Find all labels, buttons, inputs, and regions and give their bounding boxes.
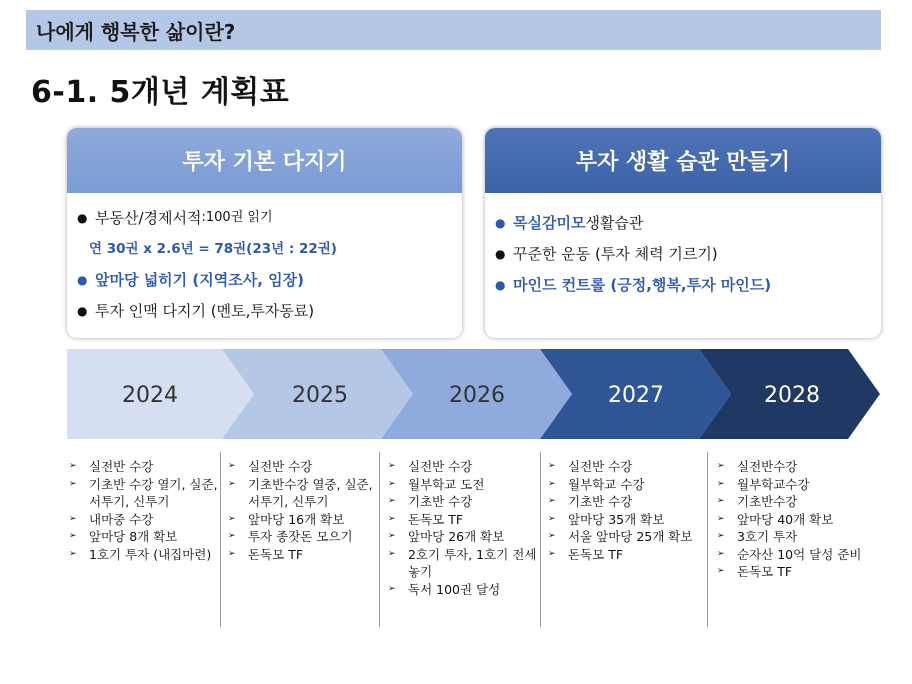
bullet-icon: ●: [495, 215, 506, 230]
list-item: ➢ 서울 앞마당 25개 확보: [548, 529, 693, 544]
arrow-bullet-icon: ➢: [548, 548, 556, 559]
divider: [379, 452, 380, 627]
list-item: ➢ 독서 100권 달성: [388, 581, 501, 597]
bullet-icon: ●: [77, 210, 88, 225]
list-item: ➢ 기초반수강: [717, 494, 798, 509]
rich-habits-title: 부자 생활 습관 만들기: [485, 128, 881, 193]
area-goal: ● 앞마당 넓히기 (지역조사, 임장): [77, 270, 304, 289]
plan-2027: [548, 458, 708, 563]
list-item: ➢ 실전반수강: [717, 459, 798, 474]
network-goal: ● 투자 인맥 다지기 (멘토,투자동료): [77, 301, 315, 320]
arrow-bullet-icon: ➢: [388, 583, 396, 594]
arrow-bullet-icon: ➢: [717, 461, 725, 471]
year-2024: 2024: [122, 383, 178, 408]
basic-investment-title: 투자 기본 다지기: [67, 128, 462, 193]
arrow-bullet-icon: ➢: [388, 531, 396, 541]
arrow-bullet-icon: ➢: [388, 548, 396, 559]
list-item: ➢ 2호기 투자, 1호기 전세놓기: [388, 546, 537, 579]
year-2025: 2025: [292, 383, 348, 408]
bullet-icon: ●: [495, 277, 506, 292]
arrow-bullet-icon: ➢: [717, 478, 725, 489]
divider: [540, 452, 541, 627]
plan-2028: [717, 458, 882, 581]
plan-2024: [69, 458, 219, 563]
arrow-bullet-icon: ➢: [717, 566, 725, 576]
arrow-bullet-icon: ➢: [69, 531, 77, 541]
arrow-bullet-icon: ➢: [228, 548, 236, 559]
arrow-bullet-icon: ➢: [69, 461, 77, 471]
arrow-bullet-icon: ➢: [388, 461, 396, 471]
arrow-bullet-icon: ➢: [548, 531, 556, 541]
list-item: ➢ 앞마당 40개 확보: [717, 511, 834, 527]
list-item: ➢ 월부학교수강: [717, 476, 810, 492]
arrow-bullet-icon: ➢: [548, 513, 556, 524]
arrow-bullet-icon: ➢: [228, 478, 236, 489]
list-item: ➢ 투자 종잣돈 모으기: [228, 529, 353, 544]
reading-calc: 연 30권 x 2.6년 = 78권(23년 : 22권): [89, 240, 337, 257]
mind-goal: ● 마인드 컨트롤 (긍정,행복,투자 마인드): [495, 275, 772, 294]
bullet-icon: ●: [495, 246, 506, 261]
arrow-bullet-icon: ➢: [548, 496, 556, 506]
year-2026: 2026: [449, 383, 505, 408]
list-item: ➢ 앞마당 26개 확보: [388, 529, 505, 544]
arrow-bullet-icon: ➢: [228, 461, 236, 471]
year-2027: 2027: [608, 383, 664, 408]
list-item: ➢ 돈독모 TF: [548, 546, 624, 562]
list-item: ➢ 1호기 투자 (내집마련): [69, 546, 212, 562]
exercise-goal: ● 꾸준한 운동 (투자 체력 기르기): [495, 244, 718, 263]
year-2028: 2028: [764, 383, 820, 408]
bullet-icon: ●: [77, 272, 88, 287]
arrow-bullet-icon: ➢: [69, 548, 77, 559]
list-item: ➢ 기초반수강 열중, 실준, 서투기, 신투기: [228, 476, 373, 509]
arrow-bullet-icon: ➢: [717, 496, 725, 506]
arrow-bullet-icon: ➢: [69, 478, 77, 489]
list-item: ➢ 실전반 수강: [228, 459, 313, 474]
arrow-bullet-icon: ➢: [228, 513, 236, 524]
banner-text: 나에게 행복한 삶이란?: [36, 20, 236, 44]
arrow-bullet-icon: ➢: [388, 496, 396, 506]
divider: [220, 452, 221, 627]
list-item: ➢ 순자산 10억 달성 준비: [717, 546, 862, 562]
reading-goal: ● 부동산/경제서적 :100권 읽기: [77, 208, 273, 227]
list-item: ➢ 돈독모 TF: [388, 511, 464, 527]
list-item: ➢ 앞마당 16개 확보: [228, 511, 345, 527]
list-item: ➢ 돈독모 TF: [228, 546, 304, 562]
list-item: ➢ 실전반 수강: [388, 459, 473, 474]
list-item: ➢ 실전반 수강: [548, 459, 633, 474]
list-item: ➢ 기초반 수강 열기, 실준, 서투기, 신투기: [69, 476, 218, 509]
list-item: ➢ 돈독모 TF: [717, 564, 793, 579]
arrow-bullet-icon: ➢: [717, 531, 725, 541]
list-item: ➢ 기초반 수강: [388, 494, 473, 509]
habit-goal: ● 목실감미모 생활습관: [495, 213, 644, 232]
arrow-bullet-icon: ➢: [388, 513, 396, 524]
arrow-bullet-icon: ➢: [69, 513, 77, 524]
arrow-bullet-icon: ➢: [717, 513, 725, 524]
plan-2026: [388, 458, 538, 598]
arrow-bullet-icon: ➢: [228, 531, 236, 541]
arrow-bullet-icon: ➢: [717, 548, 725, 559]
list-item: ➢ 내마중 수강: [69, 511, 154, 527]
list-item: ➢ 실전반 수강: [69, 459, 154, 474]
list-item: ➢ 앞마당 35개 확보: [548, 511, 665, 527]
list-item: ➢ 기초반 수강: [548, 494, 633, 509]
arrow-bullet-icon: ➢: [548, 478, 556, 489]
page-title: 6-1. 5개년 계획표: [31, 75, 290, 110]
list-item: ➢ 월부학교 도전: [388, 476, 485, 492]
list-item: ➢ 3호기 투자: [717, 529, 798, 544]
list-item: ➢ 앞마당 8개 확보: [69, 529, 178, 544]
arrow-bullet-icon: ➢: [388, 478, 396, 489]
list-item: ➢ 월부학교 수강: [548, 476, 645, 492]
arrow-bullet-icon: ➢: [548, 461, 556, 471]
bullet-icon: ●: [77, 303, 88, 318]
plan-2025: [228, 458, 378, 563]
